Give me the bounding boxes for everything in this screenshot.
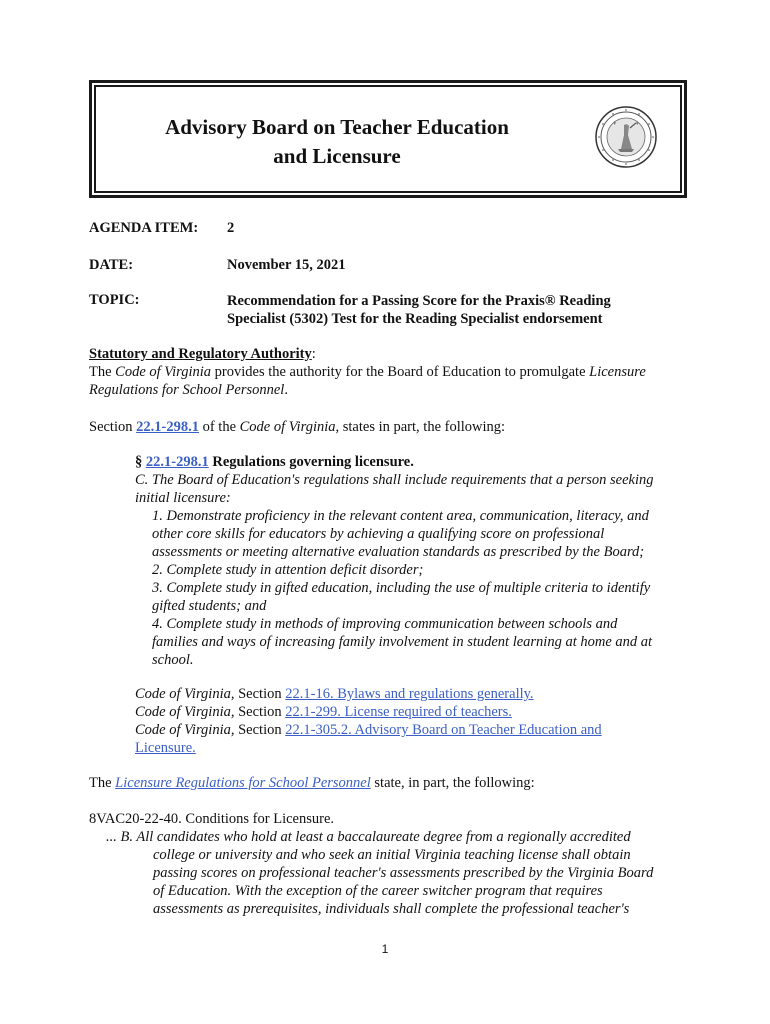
code-of-virginia-ref: Code of Virginia bbox=[239, 419, 336, 435]
authority-heading: Statutory and Regulatory Authority bbox=[89, 346, 312, 362]
section-word: Section bbox=[234, 704, 286, 720]
authority-text: The bbox=[89, 364, 116, 380]
agenda-item-label: AGENDA ITEM: bbox=[89, 220, 199, 236]
regulations-ref: Licensure bbox=[589, 364, 646, 380]
date-label: DATE: bbox=[89, 257, 134, 273]
section-word: Section bbox=[234, 686, 286, 702]
page-number: 1 bbox=[381, 942, 389, 956]
code-of-virginia-ref: Code of Virginia bbox=[115, 364, 212, 380]
statute-line: 1. Demonstrate proficiency in the relevant content area, communication, literacy, and bbox=[152, 508, 649, 524]
authority-text: provides the authority for the Board of Education to promulgate bbox=[211, 364, 590, 380]
statute-line: gifted students; and bbox=[152, 598, 267, 614]
vac-b-line: assessments as prerequisites, individuals shall complete the professional teacher's bbox=[153, 901, 630, 917]
licensure-text: The bbox=[89, 775, 116, 791]
page-title bbox=[92, 113, 582, 171]
statute-c-line: C. The Board of Education's regulations shall include requirements that a person seeking bbox=[135, 472, 654, 488]
regulations-ref: Regulations for School Personnel bbox=[89, 382, 285, 398]
statute-line: school. bbox=[152, 652, 194, 668]
section-sign: § bbox=[135, 454, 146, 470]
reference-link-22-1-305-2-cont[interactable]: Licensure. bbox=[135, 740, 196, 756]
code-label: Code of Virginia, bbox=[135, 722, 235, 738]
vac-heading: 8VAC20-22-40. Conditions for Licensure. bbox=[89, 811, 334, 827]
vac-section bbox=[89, 810, 689, 918]
section-text: Section bbox=[89, 419, 137, 435]
header-box bbox=[89, 80, 687, 198]
authority-section bbox=[89, 345, 689, 399]
statute-line: other core skills for educators by achieving a qualifying score on professional bbox=[152, 526, 605, 542]
section-22-1-298-1-link[interactable]: 22.1-298.1 bbox=[136, 419, 199, 435]
vac-b-line: ... B. All candidates who hold at least a baccalaureate degree from a regionally accredited bbox=[106, 829, 631, 845]
heading-colon: : bbox=[311, 346, 316, 362]
virginia-state-seal-icon bbox=[594, 105, 658, 169]
licensure-intro bbox=[89, 774, 535, 792]
topic-line-2: Specialist (5302) Test for the Reading Specialist endorsement bbox=[227, 311, 603, 327]
statute-quote bbox=[135, 453, 695, 669]
section-text: of the bbox=[198, 419, 240, 435]
code-label: Code of Virginia, bbox=[135, 686, 235, 702]
reference-link-22-1-16[interactable]: 22.1-16. Bylaws and regulations generally. bbox=[285, 686, 534, 702]
code-label: Code of Virginia, bbox=[135, 704, 235, 720]
vac-b-line: of Education. With the exception of the career switcher program that requires bbox=[153, 883, 603, 899]
section-text: , states in part, the following: bbox=[335, 419, 506, 435]
date-value: November 15, 2021 bbox=[227, 257, 346, 273]
authority-text: . bbox=[284, 382, 288, 398]
section-word: Section bbox=[234, 722, 286, 738]
title-line-2: and Licensure bbox=[273, 144, 401, 168]
vac-b-line: passing scores on professional teacher's assessments prescribed by the Virginia Board bbox=[153, 865, 654, 881]
statute-item-3: 3. Complete study in gifted education, including the use of multiple criteria to identify bbox=[152, 580, 651, 596]
statute-line: families and ways of increasing family involvement in student learning at home and at bbox=[152, 634, 653, 650]
vac-b-line: college or university and who seek an initial Virginia teaching license shall obtain bbox=[153, 847, 631, 863]
agenda-item-value: 2 bbox=[227, 220, 235, 236]
section-intro bbox=[89, 418, 505, 436]
statute-link[interactable]: 22.1-298.1 bbox=[145, 454, 209, 470]
title-line-1: Advisory Board on Teacher Education bbox=[165, 115, 509, 139]
topic-value bbox=[227, 292, 611, 328]
licensure-text: state, in part, the following: bbox=[370, 775, 535, 791]
licensure-regulations-link[interactable]: Licensure Regulations for School Personnel bbox=[115, 775, 371, 791]
statute-title: Regulations governing licensure. bbox=[208, 454, 414, 470]
reference-link-22-1-305-2[interactable]: 22.1-305.2. Advisory Board on Teacher Education and bbox=[285, 722, 602, 738]
topic-label: TOPIC: bbox=[89, 292, 140, 308]
statute-item-2: 2. Complete study in attention deficit disorder; bbox=[152, 562, 424, 578]
statute-c-line: initial licensure: bbox=[135, 490, 231, 506]
topic-line-1: Recommendation for a Passing Score for the Praxis® Reading bbox=[227, 293, 611, 309]
statute-item-4: 4. Complete study in methods of improving communication between schools and bbox=[152, 616, 618, 632]
references bbox=[135, 685, 695, 757]
statute-item-1 bbox=[135, 507, 695, 669]
reference-link-22-1-299[interactable]: 22.1-299. License required of teachers. bbox=[285, 704, 512, 720]
statute-line: assessments or meeting alternative evaluation standards as prescribed by the Board; bbox=[152, 544, 645, 560]
